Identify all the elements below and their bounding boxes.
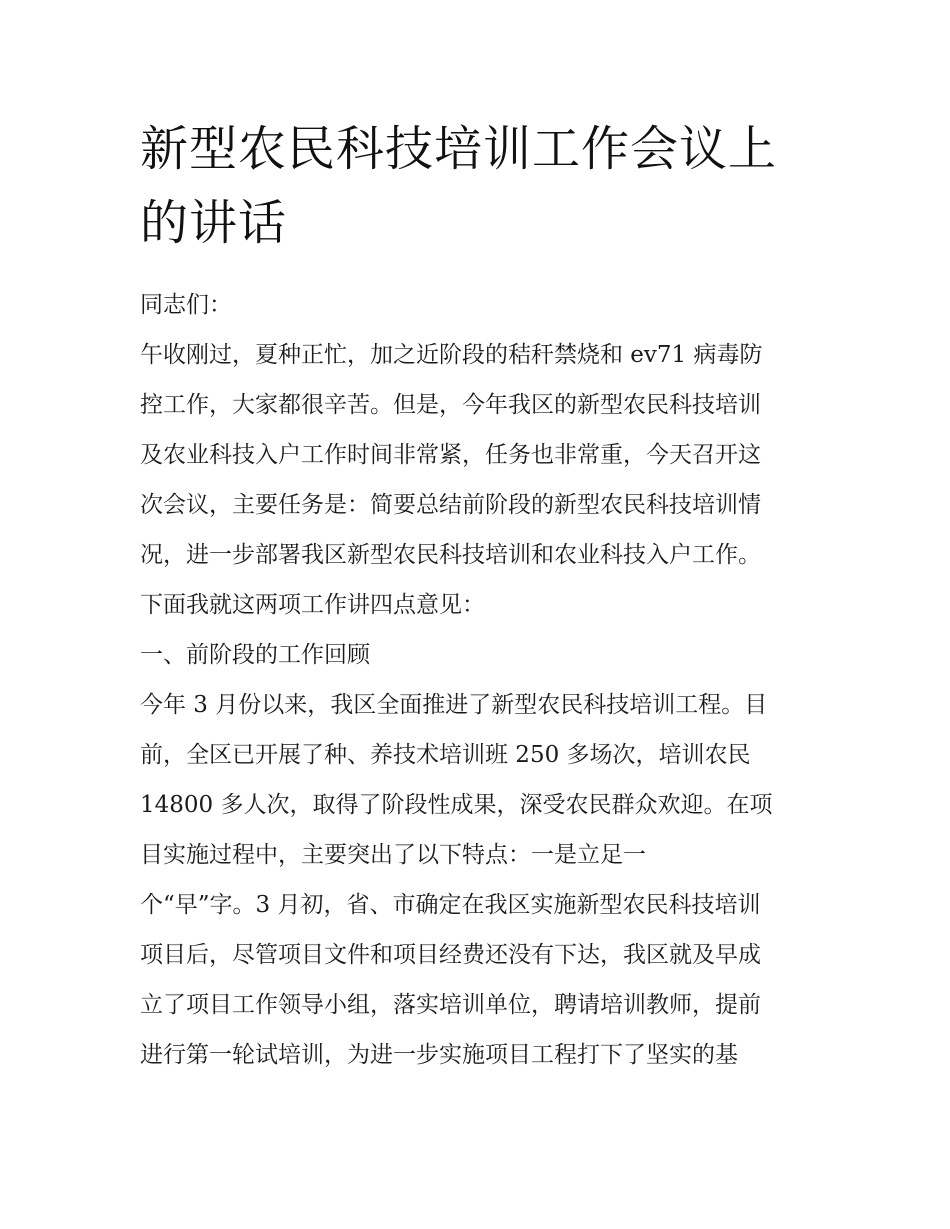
section-heading: 一、前阶段的工作回顾 [140, 642, 370, 668]
paragraph-line: 立了项目工作领导小组，落实培训单位，聘请培训教师，提前 [140, 992, 761, 1018]
title-line: 新型农民科技培训工作会议上 [140, 121, 778, 177]
paragraph-line: 午收刚过，夏种正忙，加之近阶段的秸秆禁烧和 ev71 病毒防 [140, 342, 763, 368]
paragraph-line: 前，全区已开展了种、养技术培训班 250 多场次，培训农民 [140, 742, 751, 768]
paragraph-line: 今年 3 月份以来，我区全面推进了新型农民科技培训工程。目 [140, 692, 768, 718]
paragraph-line: 下面我就这两项工作讲四点意见： [140, 592, 485, 618]
paragraph-line: 14800 多人次，取得了阶段性成果，深受农民群众欢迎。在项 [140, 792, 773, 818]
document-body [140, 280, 830, 1080]
title-line: 的讲话 [140, 195, 288, 251]
paragraph-line: 项目后，尽管项目文件和项目经费还没有下达，我区就及早成 [140, 942, 761, 968]
paragraph-line: 个“早”字。3 月初，省、市确定在我区实施新型农民科技培训 [140, 892, 761, 918]
salutation: 同志们： [140, 292, 232, 318]
paragraph-line: 次会议，主要任务是：简要总结前阶段的新型农民科技培训情 [140, 492, 761, 518]
paragraph-line: 及农业科技入户工作时间非常紧，任务也非常重，今天召开这 [140, 442, 761, 468]
paragraph-line: 目实施过程中，主要突出了以下特点：一是立足一 [140, 842, 646, 868]
document-title [140, 112, 820, 260]
paragraph-line: 控工作，大家都很辛苦。但是，今年我区的新型农民科技培训 [140, 392, 761, 418]
paragraph-line: 况，进一步部署我区新型农民科技培训和农业科技入户工作。 [140, 542, 761, 568]
paragraph-line: 进行第一轮试培训，为进一步实施项目工程打下了坚实的基 [140, 1042, 738, 1068]
